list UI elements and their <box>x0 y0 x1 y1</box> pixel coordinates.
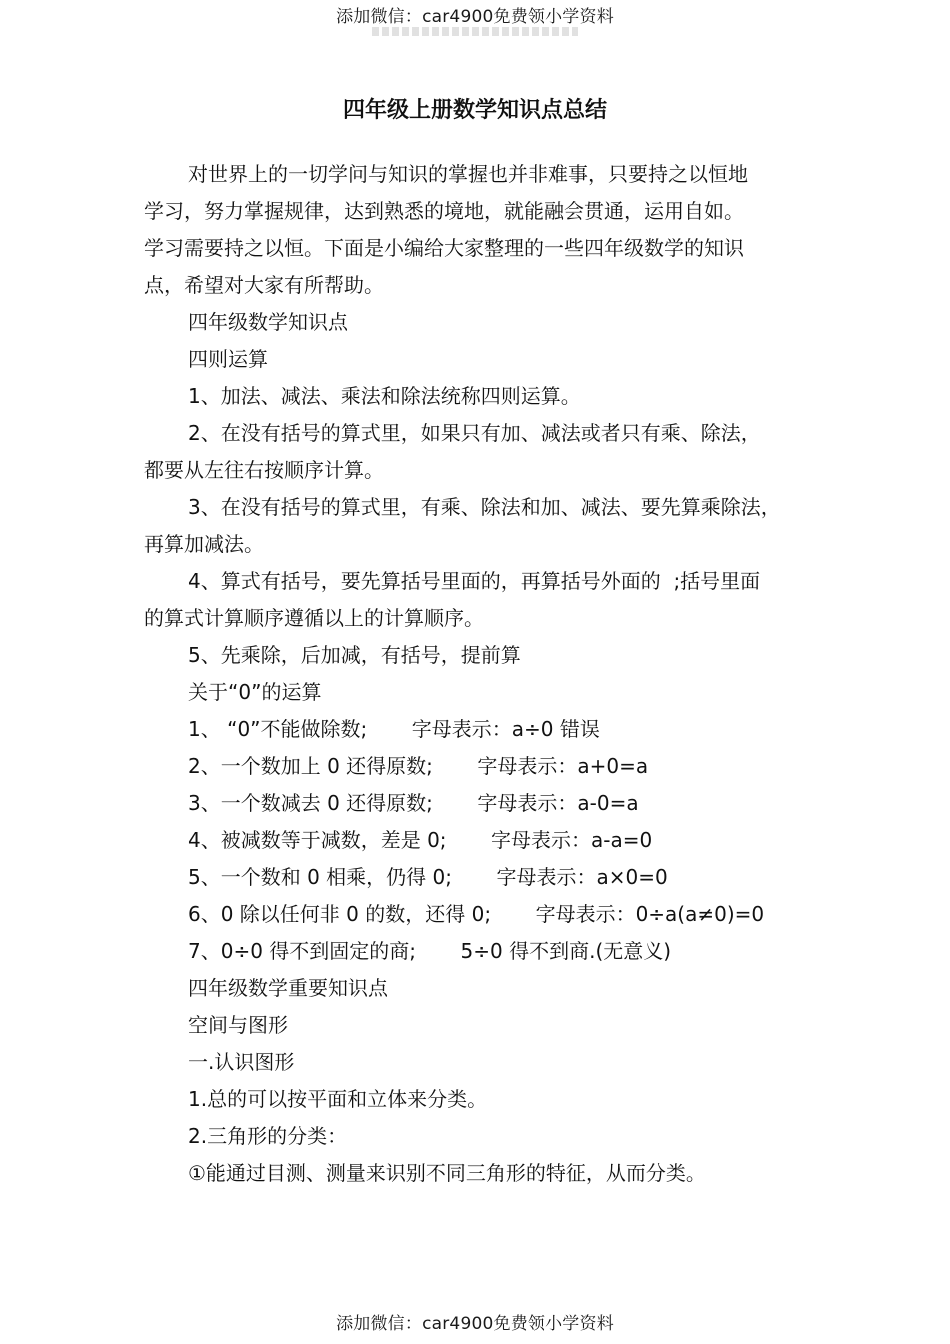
text-line: 1、加法、减法、乘法和除法统称四则运算。 <box>188 384 581 408</box>
text-line: 再算加减法。 <box>144 532 264 556</box>
text-line: 点，希望对大家有所帮助。 <box>144 273 384 297</box>
watermark-top: 添加微信：car4900免费领小学资料 <box>336 7 614 27</box>
text-line: 4、被减数等于减数，差是 0; 字母表示：a-a=0 <box>188 828 653 852</box>
page-title: 四年级上册数学知识点总结 <box>342 98 607 123</box>
text-line: 一.认识图形 <box>188 1050 295 1074</box>
text-line: 对世界上的一切学问与知识的掌握也并非难事，只要持之以恒地 <box>188 162 748 186</box>
text-line: 四则运算 <box>188 347 268 371</box>
text-line: 都要从左往右按顺序计算。 <box>144 458 384 482</box>
text-line: 2、一个数加上 0 还得原数; 字母表示：a+0=a <box>188 754 649 778</box>
text-line: 2、在没有括号的算式里，如果只有加、减法或者只有乘、除法， <box>188 421 761 445</box>
watermark-bottom: 添加微信：car4900免费领小学资料 <box>336 1314 614 1334</box>
document-body <box>144 156 834 1192</box>
text-line: 5、先乘除，后加减，有括号，提前算 <box>188 643 521 667</box>
text-line: 3、一个数减去 0 还得原数; 字母表示：a-0=a <box>188 791 639 815</box>
text-line: 学习，努力掌握规律，达到熟悉的境地，就能融会贯通，运用自如。 <box>144 199 744 223</box>
text-line: 5、一个数和 0 相乘，仍得 0; 字母表示：a×0=0 <box>188 865 668 889</box>
text-line: 4、算式有括号，要先算括号里面的，再算括号外面的 ;括号里面 <box>188 569 761 593</box>
text-line: 7、0÷0 得不到固定的商; 5÷0 得不到商.(无意义) <box>188 939 672 963</box>
text-line: 3、在没有括号的算式里，有乘、除法和加、减法、要先算乘除法， <box>188 495 781 519</box>
text-line: 关于“0”的运算 <box>188 680 322 704</box>
text-line: 1.总的可以按平面和立体来分类。 <box>188 1087 488 1111</box>
text-line: ①能通过目测、测量来识别不同三角形的特征，从而分类。 <box>188 1161 706 1185</box>
text-line: 学习需要持之以恒。下面是小编给大家整理的一些四年级数学的知识 <box>144 236 744 260</box>
text-line: 空间与图形 <box>188 1013 288 1037</box>
faint-header-line <box>372 27 578 36</box>
text-line: 1、 “0”不能做除数; 字母表示：a÷0 错误 <box>188 717 600 741</box>
text-line: 四年级数学重要知识点 <box>188 976 388 1000</box>
text-line: 2.三角形的分类： <box>188 1124 348 1148</box>
text-line: 的算式计算顺序遵循以上的计算顺序。 <box>144 606 484 630</box>
text-line: 四年级数学知识点 <box>188 310 348 334</box>
text-line: 6、0 除以任何非 0 的数，还得 0; 字母表示：0÷a(a≠0)=0 <box>188 902 765 926</box>
